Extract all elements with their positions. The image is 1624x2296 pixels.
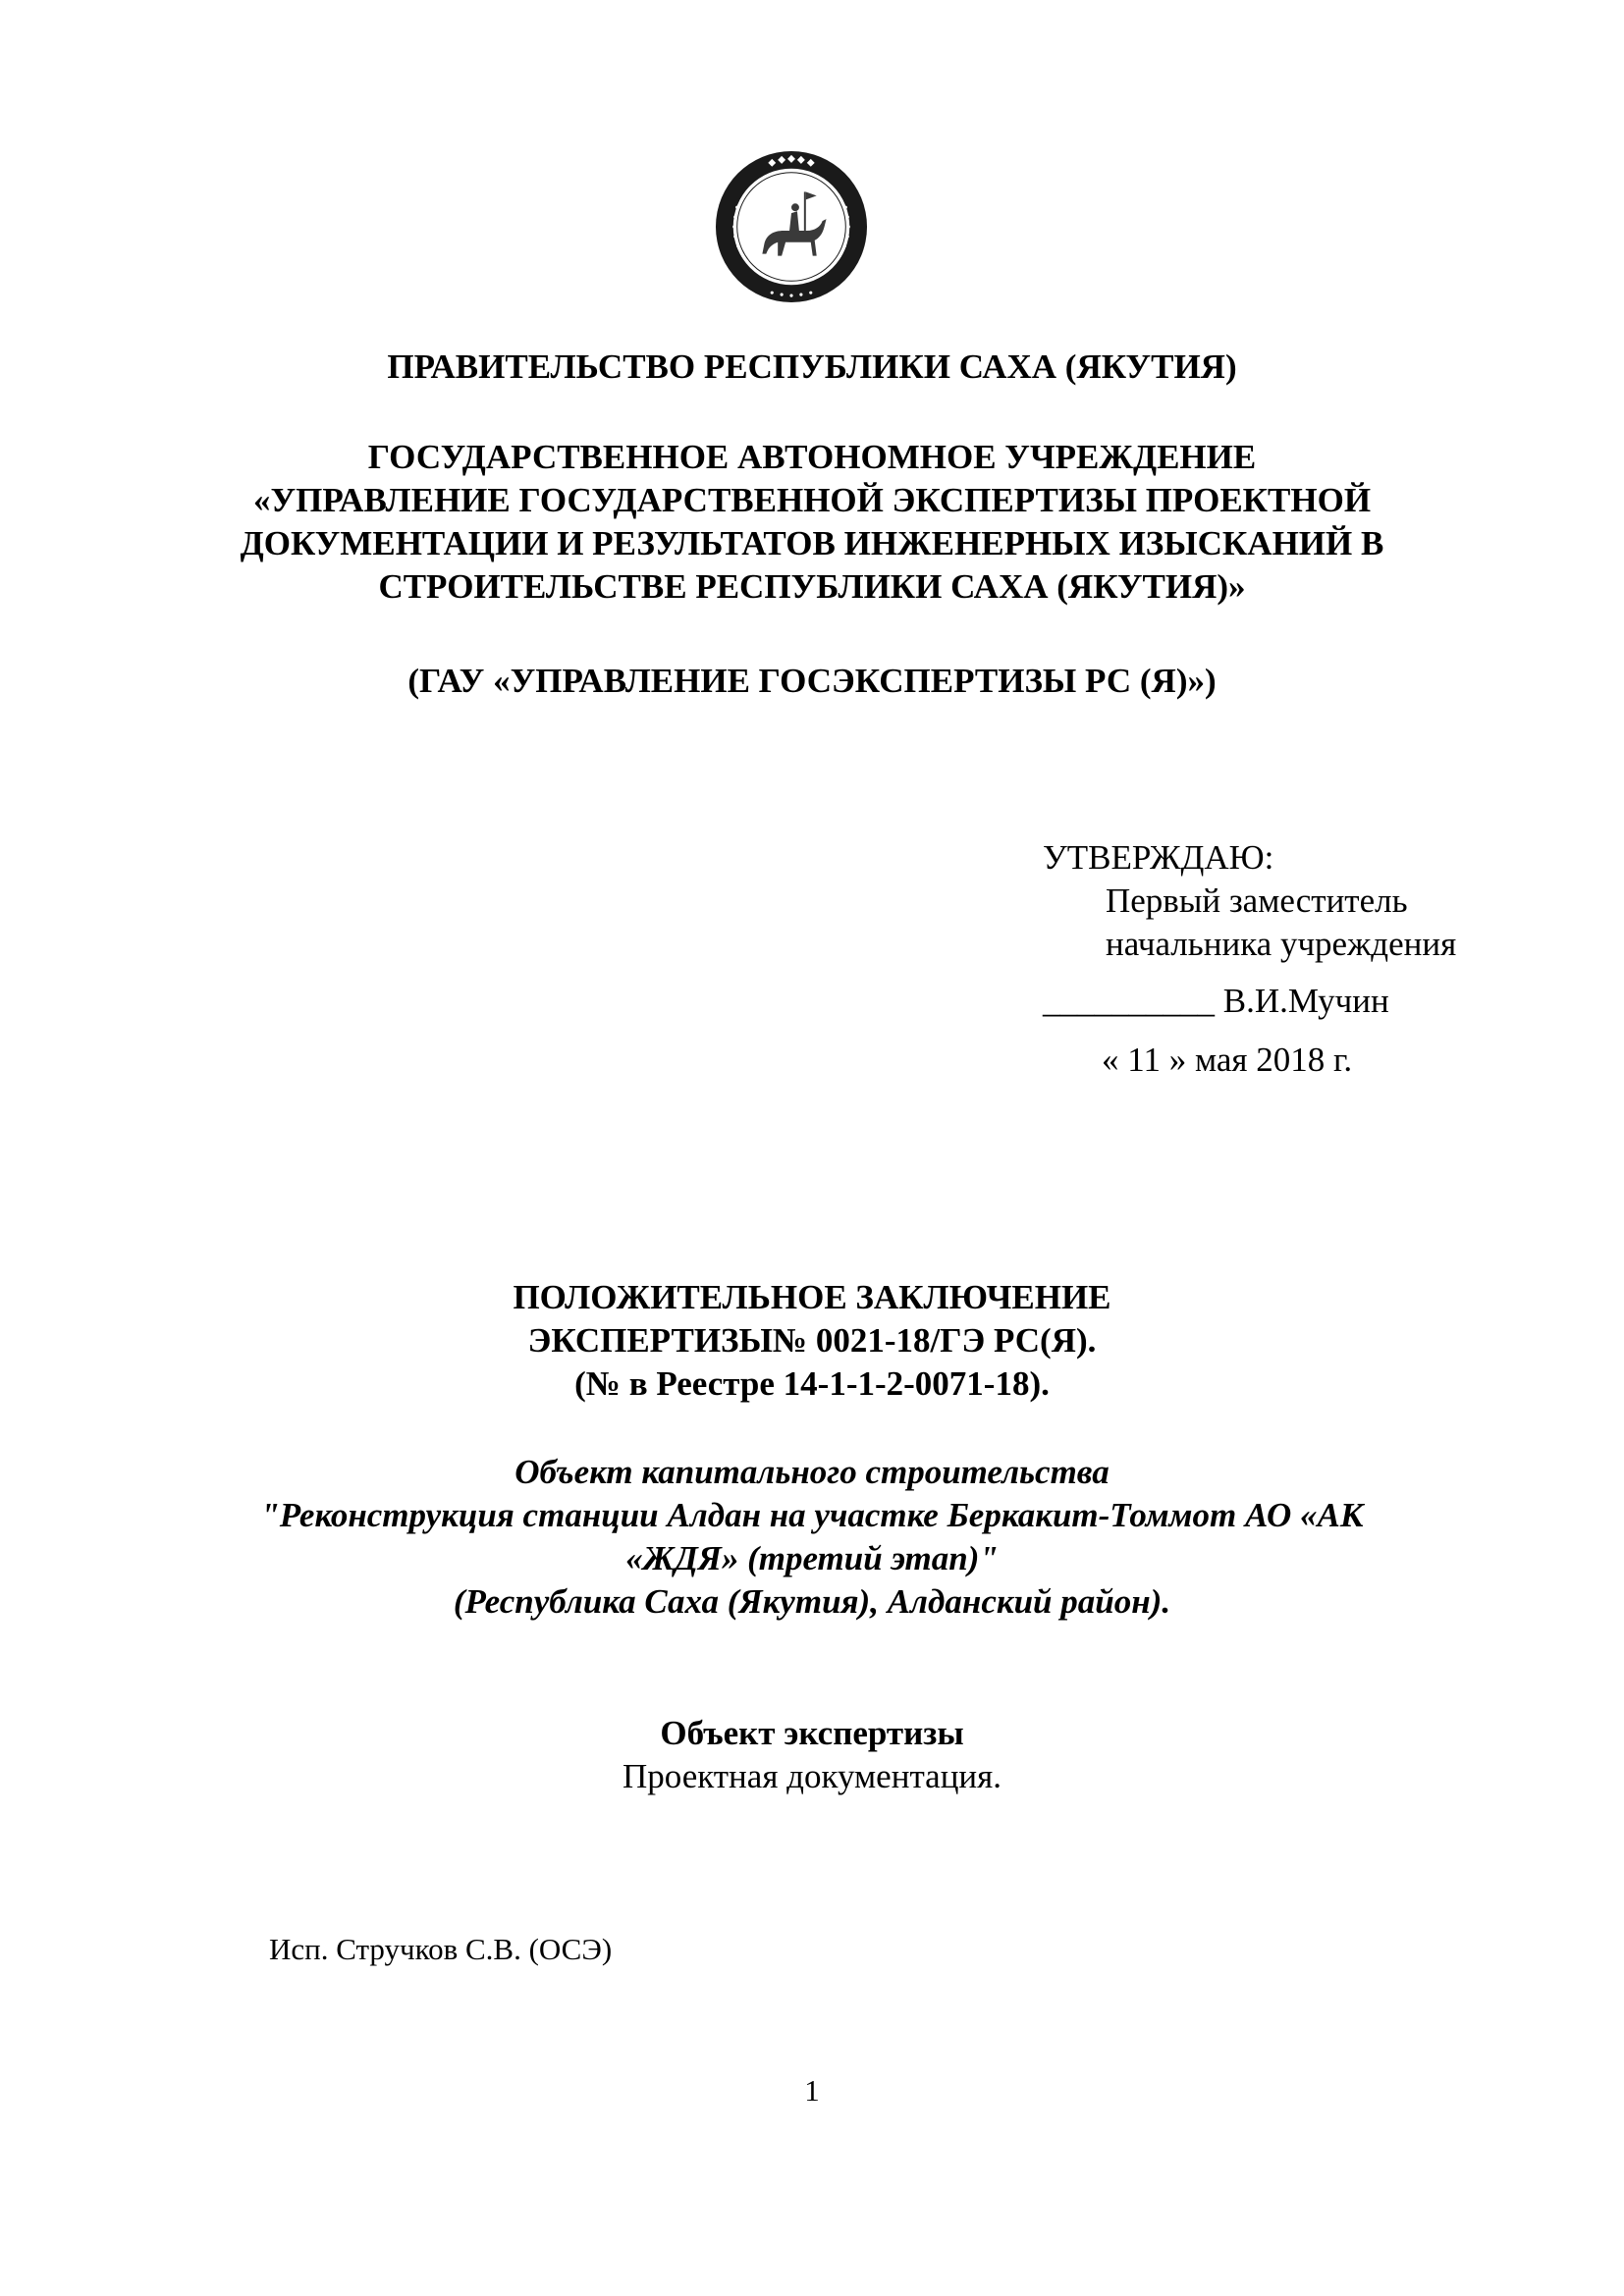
executor-note: Исп. Стручков С.В. (ОСЭ) xyxy=(269,1932,613,1966)
approval-position-line-1: Первый заместитель xyxy=(1106,881,1408,920)
page-number xyxy=(0,2071,1624,2110)
page-number-text: 1 xyxy=(804,2073,820,2108)
government-title-text: ПРАВИТЕЛЬСТВО РЕСПУБЛИКИ САХА (ЯКУТИЯ) xyxy=(387,347,1237,386)
conclusion-title xyxy=(0,1276,1624,1406)
organization-title-line-2: «УПРАВЛЕНИЕ ГОСУДАРСТВЕННОЙ ЭКСПЕРТИЗЫ ПРОЕКТНОЙ xyxy=(252,481,1372,519)
approval-date: « 11 » мая 2018 г. xyxy=(1102,1041,1353,1079)
conclusion-line-2: ЭКСПЕРТИЗЫ№ 0021-18/ГЭ РС(Я). xyxy=(527,1321,1097,1360)
expertise-object-value: Проектная документация. xyxy=(622,1757,1002,1795)
approval-heading: УТВЕРЖДАЮ: xyxy=(1043,838,1274,877)
government-title xyxy=(0,346,1624,389)
construction-object-line-1: Объект капитального строительства xyxy=(514,1453,1110,1491)
expertise-object-heading: Объект экспертизы xyxy=(660,1714,964,1752)
construction-object-line-2: "Реконструкция станции Алдан на участке Беркакит-Томмот АО «АК xyxy=(260,1496,1364,1534)
expertise-object xyxy=(0,1712,1624,1798)
approval-signature: __________ В.И.Мучин xyxy=(1043,982,1389,1020)
organization-title-line-1: ГОСУДАРСТВЕННОЕ АВТОНОМНОЕ УЧРЕЖДЕНИЕ xyxy=(367,438,1257,476)
conclusion-line-3: (№ в Реестре 14-1-1-2-0071-18). xyxy=(574,1364,1050,1403)
conclusion-line-1: ПОЛОЖИТЕЛЬНОЕ ЗАКЛЮЧЕНИЕ xyxy=(513,1278,1111,1316)
organization-title-line-4: СТРОИТЕЛЬСТВЕ РЕСПУБЛИКИ САХА (ЯКУТИЯ)» xyxy=(378,567,1246,606)
organization-abbreviation-text: (ГАУ «УПРАВЛЕНИЕ ГОСЭКСПЕРТИЗЫ РС (Я)») xyxy=(407,662,1217,700)
organization-abbreviation xyxy=(0,660,1624,703)
organization-title xyxy=(0,436,1624,609)
approval-block xyxy=(1043,836,1456,1082)
construction-object xyxy=(0,1451,1624,1624)
construction-object-line-4: (Республика Саха (Якутия), Алданский район). xyxy=(453,1582,1171,1621)
approval-position-line-2: начальника учреждения xyxy=(1106,925,1457,963)
organization-title-line-3: ДОКУМЕНТАЦИИ И РЕЗУЛЬТАТОВ ИНЖЕНЕРНЫХ ИЗЫСКАНИЙ В xyxy=(240,524,1384,562)
emblem-icon xyxy=(714,149,869,304)
construction-object-line-3: «ЖДЯ» (третий этап)" xyxy=(625,1539,999,1577)
